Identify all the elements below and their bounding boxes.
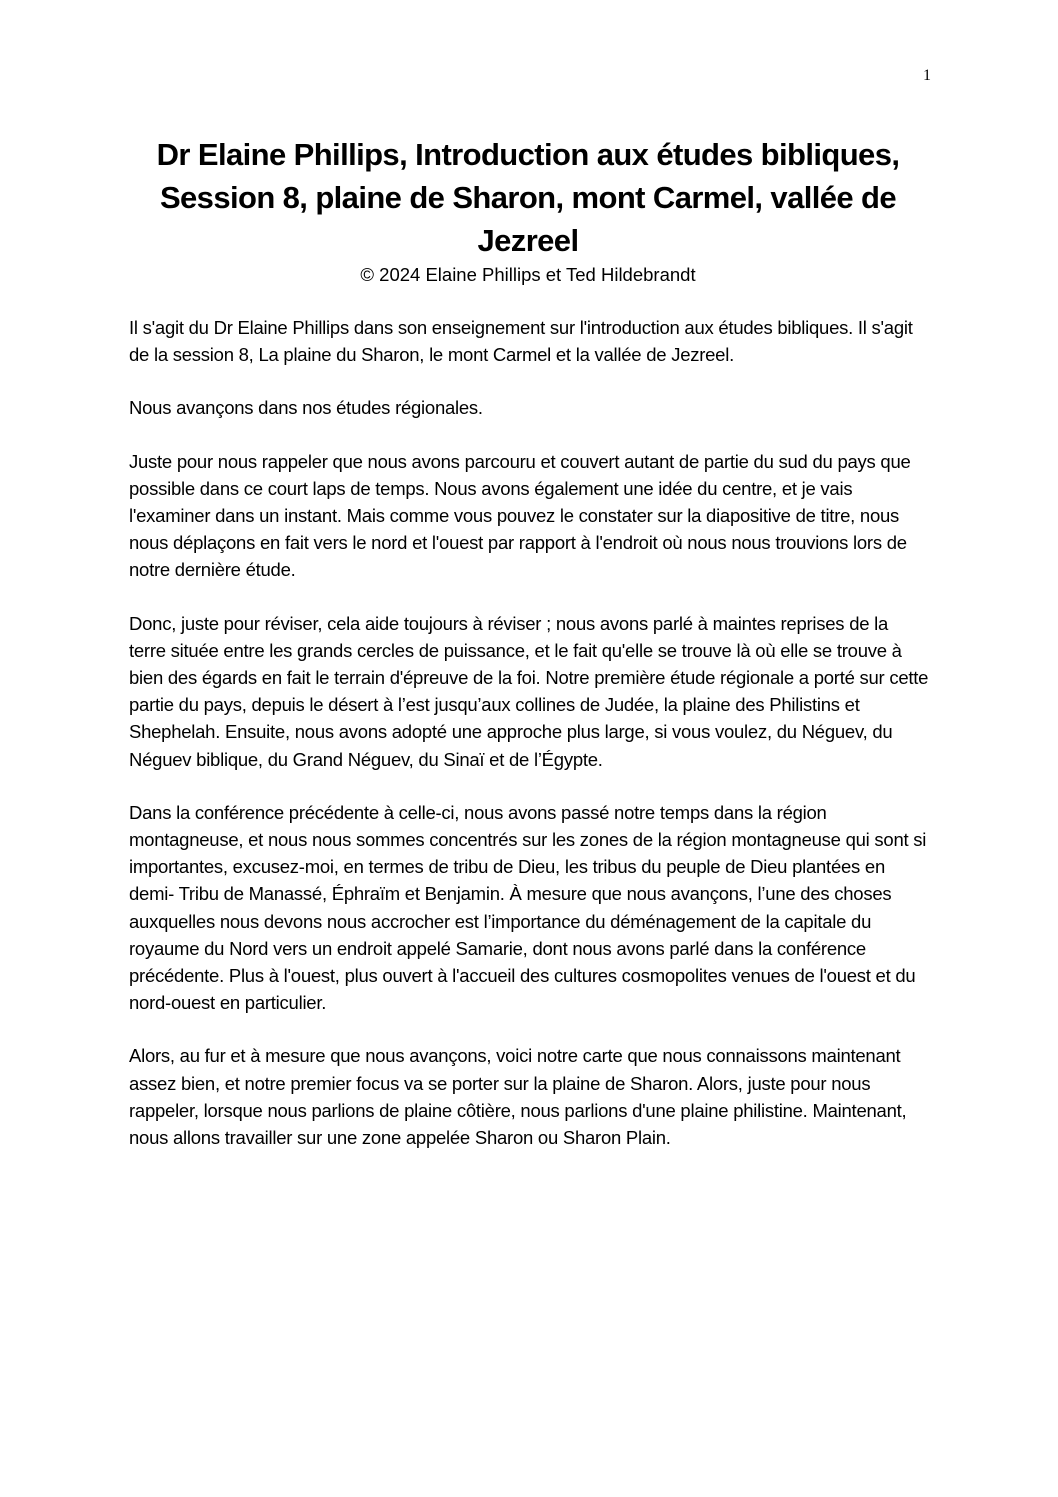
- paragraph-previous-lecture: Dans la conférence précédente à celle-ci, nous avons passé notre temps dans la région montagneuse, et nous nous sommes concentrés sur les zones de la région montagneuse qui sont si importantes, excusez-moi, en termes de tribu de Dieu, les tribus du peuple de Dieu plantées en demi- Tribu de Manassé, Éphraïm et Benjamin. À mesure que nous avançons, l’une des choses auxquelles nous devons nous accrocher est l’importance du déménagement de la capitale du royaume du Nord vers un endroit appelé Samarie, dont nous avons parlé dans la conférence précédente. Plus à l'ouest, plus ouvert à l'accueil des cultures cosmopolites venues de l'ouest et du nord-ouest en particulier.: [129, 801, 927, 1014]
- page-number: 1: [923, 67, 931, 84]
- title-block: [128, 133, 928, 288]
- paragraph-regional-studies: Nous avançons dans nos études régionales.: [129, 397, 483, 419]
- paragraph-recap: Juste pour nous rappeler que nous avons parcouru et couvert autant de partie du sud du pays que possible dans ce court laps de temps. Nous avons également une idée du centre, et je vais l'examiner dans un instant. Mais comme vous pouvez le constater sur la diapositive de titre, nous nous déplaçons en fait vers le nord et l'ouest par rapport à l'endroit où nous nous trouvions lors de notre dernière étude.: [129, 450, 911, 581]
- paragraph-sharon-plain: Alors, au fur et à mesure que nous avançons, voici notre carte que nous connaissons maintenant assez bien, et notre premier focus va se porter sur la plaine de Sharon. Alors, juste pour nous rappeler, lorsque nous parlions de plaine côtière, nous parlions d'une plaine philistine. Maintenant, nous allons travailler sur une zone appelée Sharon ou Sharon Plain.: [129, 1045, 907, 1149]
- document-title: Dr Elaine Phillips, Introduction aux études bibliques, Session 8, plaine de Sharon, mont Carmel, vallée de Jezreel: [156, 137, 900, 258]
- paragraph-review: Donc, juste pour réviser, cela aide toujours à réviser ; nous avons parlé à maintes reprises de la terre située entre les grands cercles de puissance, et le fait qu'elle se trouve là où elle se trouve à bien des égards en fait le terrain d'épreuve de la foi. Notre première étude régionale a porté sur cette partie du pays, depuis le désert à l’est jusqu’aux collines de Judée, la plaine des Philistins et Shephelah. Ensuite, nous avons adopté une approche plus large, si vous voulez, du Néguev, du Néguev biblique, du Grand Néguev, du Sinaï et de l’Égypte.: [129, 612, 929, 770]
- copyright-line: © 2024 Elaine Phillips et Ted Hildebrandt: [360, 264, 696, 285]
- document-body: [129, 314, 929, 1177]
- paragraph-intro: Il s'agit du Dr Elaine Phillips dans son enseignement sur l'introduction aux études bibliques. Il s'agit de la session 8, La plaine du Sharon, le mont Carmel et la vallée de Jezreel.: [129, 317, 913, 366]
